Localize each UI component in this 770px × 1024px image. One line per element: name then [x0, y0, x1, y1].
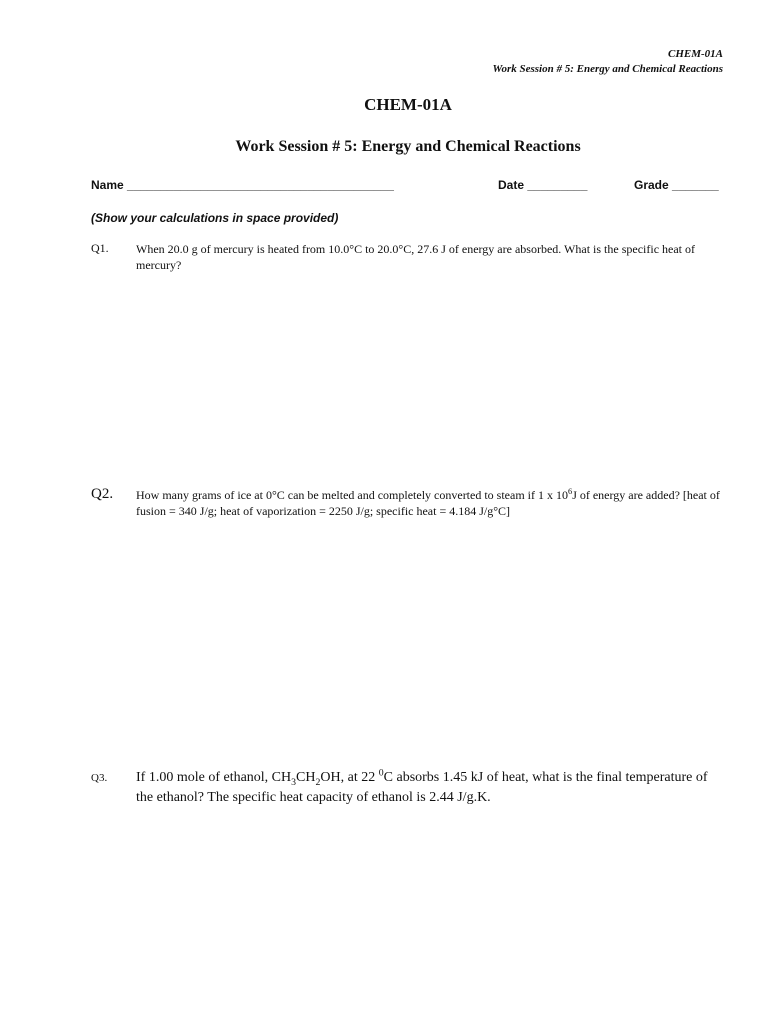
- question-1-number: Q1.: [91, 241, 109, 255]
- running-header: [492, 47, 723, 77]
- question-1-text: When 20.0 g of mercury is heated from 10.0°C to 20.0°C, 27.6 J of energy are absorbed. What is the specific heat of mercury?: [136, 242, 696, 272]
- q3-text-d: C absorbs 1.45 kJ of heat, what is the final temperature of the ethanol? The specific heat capacity of ethanol is 2.44 J/g.K.: [136, 770, 708, 805]
- q2-text-b: J of energy are added? [heat of fusion = 340 J/g; heat of vaporization = 2250 J/g; specific heat = 4.184 J/g°C]: [136, 488, 720, 518]
- grade-field[interactable]: Grade _______: [634, 178, 719, 192]
- q3-text-c: OH, at 22: [320, 770, 379, 785]
- q2-exponent: 6: [568, 487, 573, 496]
- q3-subscript-2: 2: [315, 776, 321, 788]
- date-field[interactable]: Date _________: [498, 178, 588, 192]
- instruction-text: (Show your calculations in space provided): [91, 211, 339, 225]
- name-field[interactable]: Name ________________________________________: [91, 178, 394, 192]
- q3-subscript-1: 3: [291, 776, 297, 788]
- question-2-number: Q2.: [91, 486, 114, 502]
- student-info-row: [91, 178, 724, 194]
- header-course: CHEM-01A: [667, 48, 723, 60]
- q3-superscript: 0: [378, 767, 384, 779]
- page-subtitle: Work Session # 5: Energy and Chemical Reactions: [235, 138, 581, 155]
- question-2-text: [136, 487, 726, 519]
- q3-text-a: If 1.00 mole of ethanol, CH: [136, 770, 292, 785]
- q3-text-b: CH: [296, 770, 316, 785]
- page-title: CHEM-01A: [364, 95, 452, 114]
- question-3-text: [136, 768, 726, 808]
- header-session: Work Session # 5: Energy and Chemical Reactions: [492, 63, 723, 75]
- q2-text-a: How many grams of ice at 0°C can be melted and completely converted to steam if 1 x 10: [136, 488, 568, 502]
- question-3-number: Q3.: [91, 772, 108, 784]
